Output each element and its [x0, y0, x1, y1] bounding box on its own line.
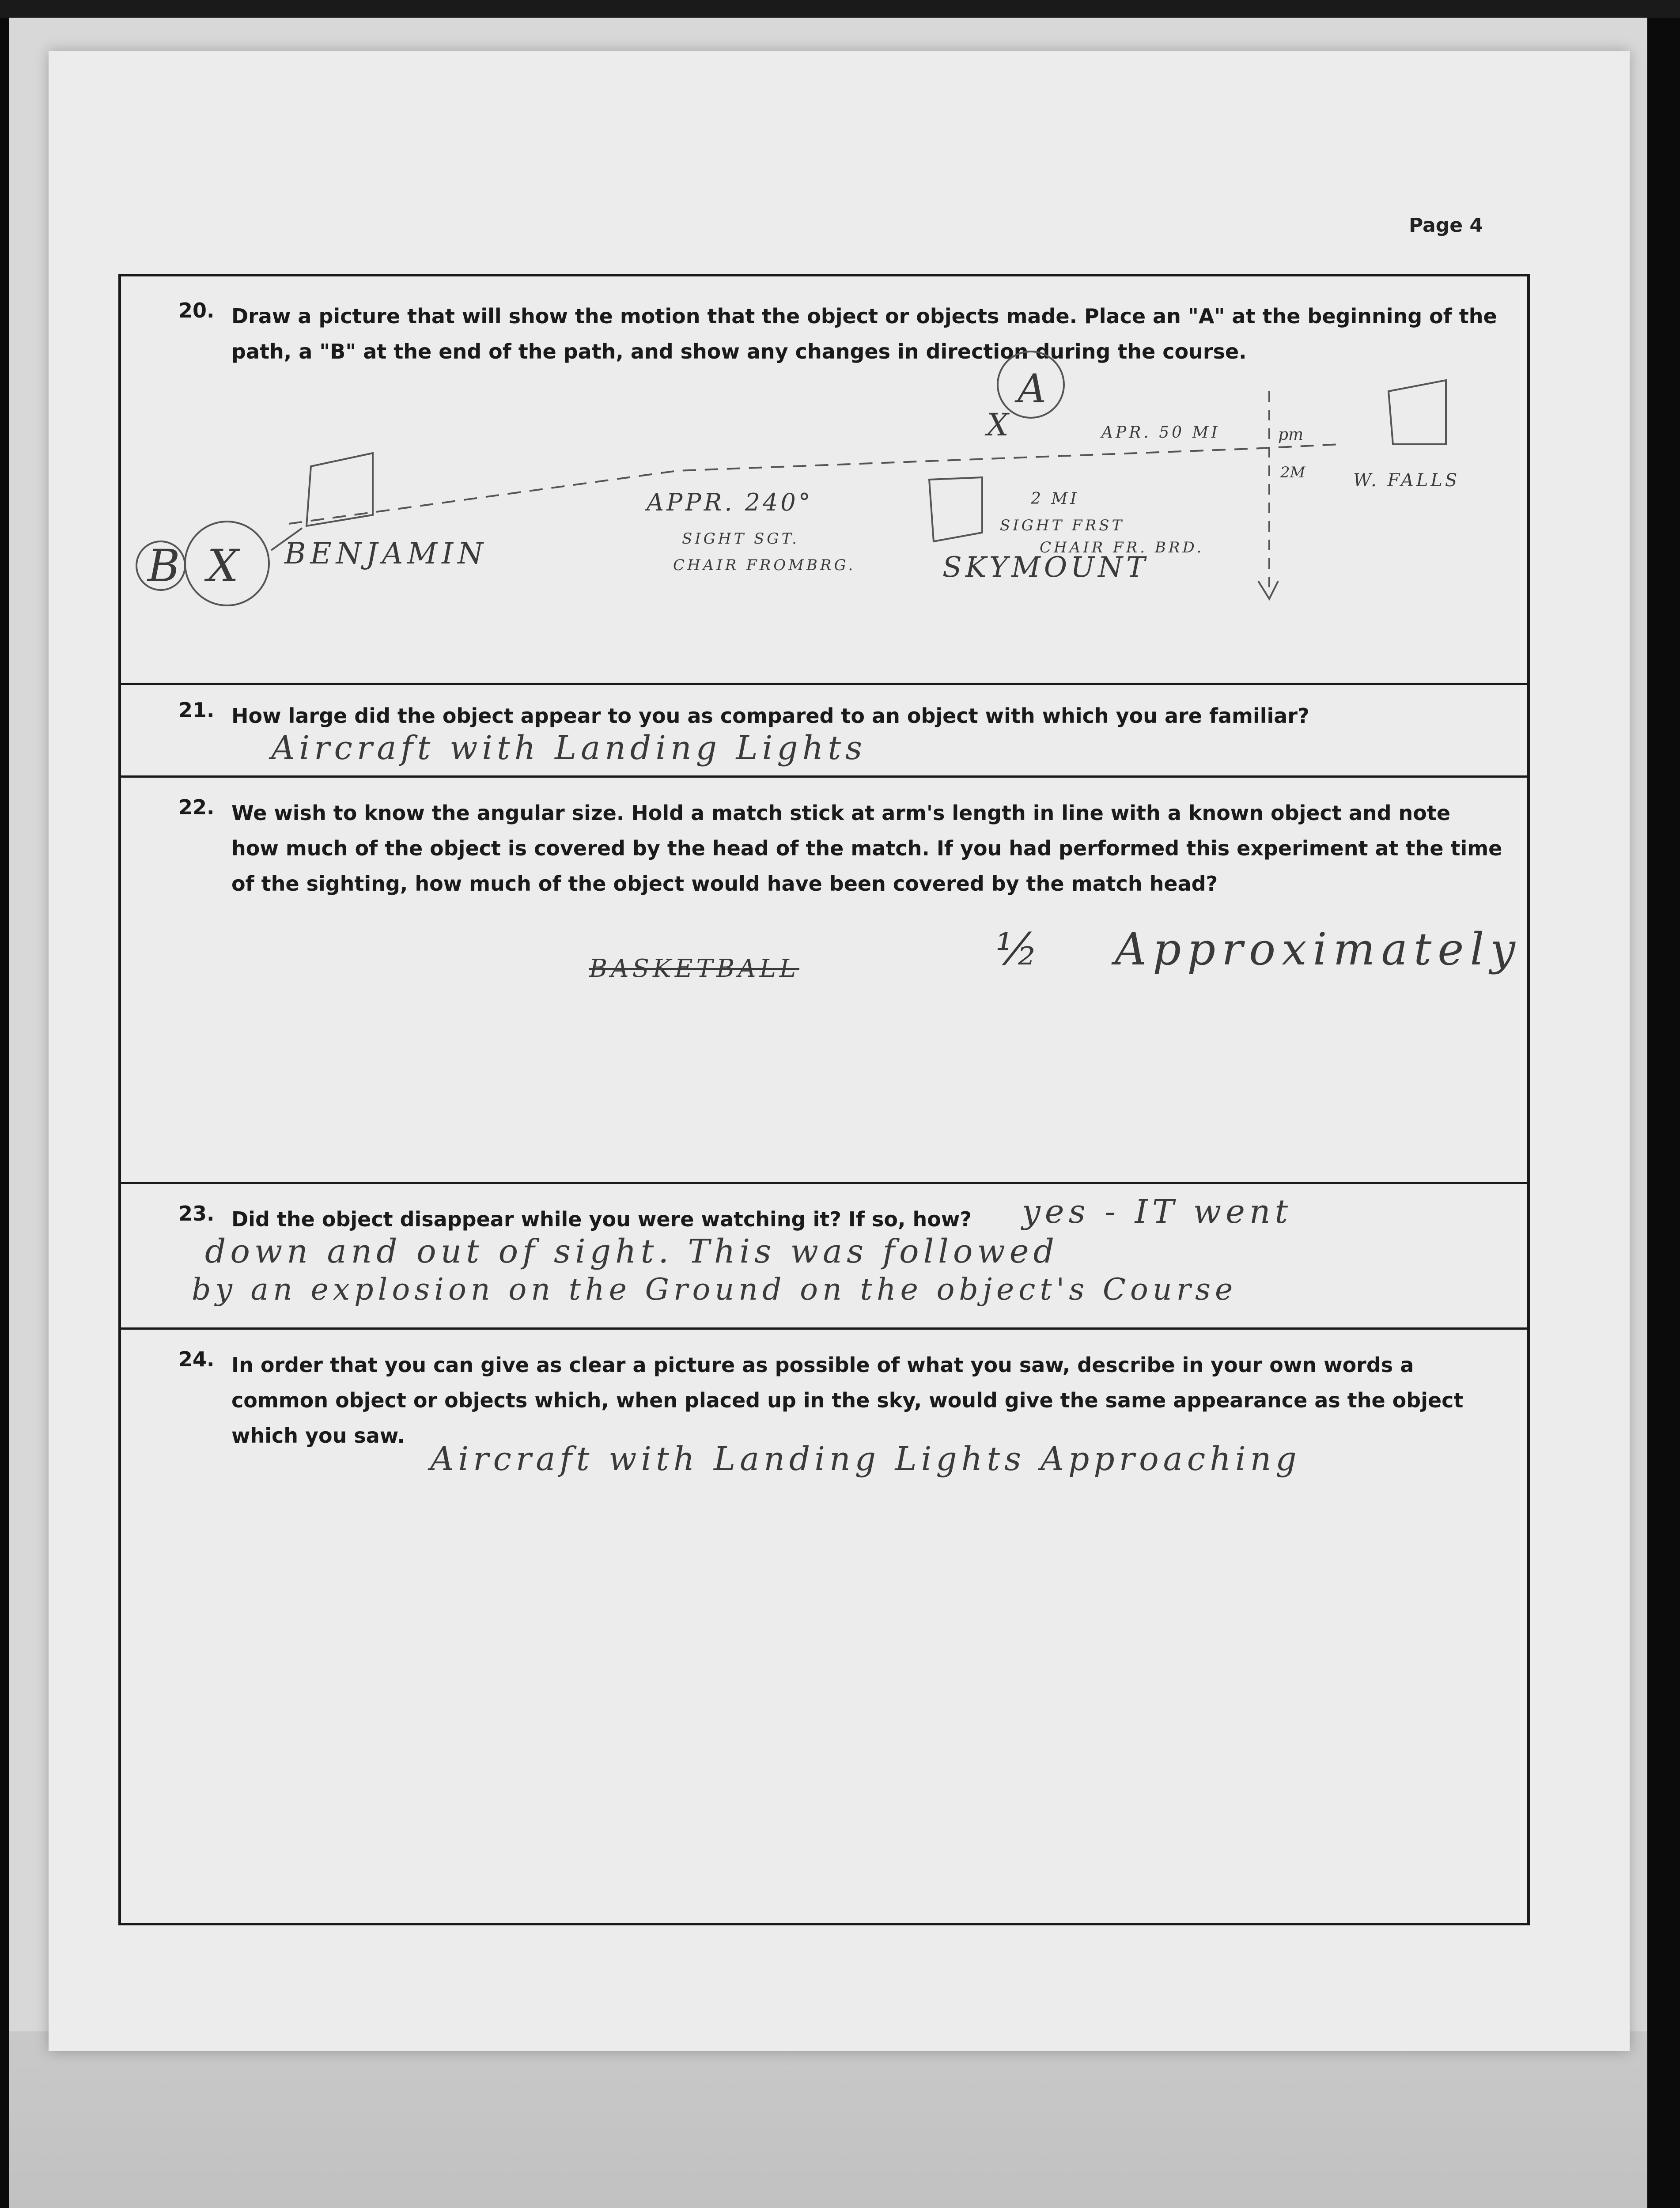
label-chair-frmbrd: CHAIR FR. BRD. [1040, 539, 1204, 556]
question-number: 20. [178, 299, 215, 322]
film-border-top [0, 0, 1680, 18]
question-number: 23. [178, 1202, 215, 1225]
answer-23-line1: yes - IT went [1022, 1193, 1293, 1231]
label-sight-sgt: SIGHT SGT. [682, 530, 799, 548]
question-number: 21. [178, 698, 215, 722]
answer-22-fraction: ½ [995, 923, 1044, 975]
question-20-section [121, 276, 1527, 683]
questionnaire-form [118, 274, 1530, 1925]
label-x-mark: X [987, 407, 1009, 443]
label-a: A [1018, 366, 1046, 412]
answer-22-struck: BASKETBALL [589, 954, 799, 983]
path-line [289, 444, 1340, 524]
question-22-section [121, 775, 1527, 1182]
label-appr-50-mi: APR. 50 MI [1101, 423, 1220, 442]
scan-lower-area [9, 2031, 1647, 2208]
question-text: In order that you can give as clear a picture as possible of what you saw, describe in your own words a common object or objects which, when placed up in the sky, would give the same appearance as the object which you saw. [231, 1353, 1464, 1448]
label-2m: 2M [1280, 464, 1305, 481]
question-text: We wish to know the angular size. Hold a match stick at arm's length in line with a known object and note how much of the object is covered by the head of the match. If you had performed this experiment at the time of the sighting, how much of the object would have been covered by the match head? [231, 801, 1502, 896]
question-number: 24. [178, 1347, 215, 1371]
label-approx-240: APPR. 240° [647, 488, 813, 516]
label-2-mi: 2 MI [1031, 490, 1079, 508]
sketch-rect-benjamin [306, 453, 373, 526]
question-21-section [121, 683, 1527, 775]
answer-22: Approximately [1115, 923, 1521, 975]
arrow-head [1258, 581, 1278, 599]
label-pm: pm [1278, 426, 1304, 444]
question-text: Draw a picture that will show the motion that the object or objects made. Place an "A" at the beginning of the path, a "B" at the end of the path, and show any changes in direction during the course. [231, 304, 1497, 363]
question-number: 22. [178, 795, 215, 819]
page-number: Page 4 [1409, 214, 1483, 237]
sketch-rect-middle [929, 477, 982, 541]
label-skymount: SKYMOUNT [942, 551, 1149, 584]
question-text: Did the object disappear while you were watching it? If so, how? [231, 1207, 972, 1231]
label-sight-frst: SIGHT FRST [1000, 517, 1125, 534]
answer-21: Aircraft with Landing Lights [271, 729, 867, 767]
label-chair-frombrg: CHAIR FROMBRG. [673, 556, 856, 574]
answer-23-line3: by an explosion on the Ground on the object's Course [192, 1272, 1237, 1307]
answer-23-line2: down and out of sight. This was followed [205, 1233, 1059, 1270]
label-x-end: X [207, 540, 239, 592]
label-w-falls: W. FALLS [1353, 470, 1460, 491]
label-b: B [148, 540, 180, 592]
question-text: How large did the object appear to you as compared to an object with which you are familiar? [231, 704, 1309, 728]
label-benjamin: BENJAMIN [284, 537, 488, 571]
answer-24: Aircraft with Landing Lights Approaching [430, 1440, 1301, 1478]
question-23-section [121, 1182, 1527, 1327]
question-24-section [121, 1327, 1527, 1925]
motion-path-sketch [121, 276, 1527, 683]
sketch-rect-right [1389, 380, 1446, 444]
